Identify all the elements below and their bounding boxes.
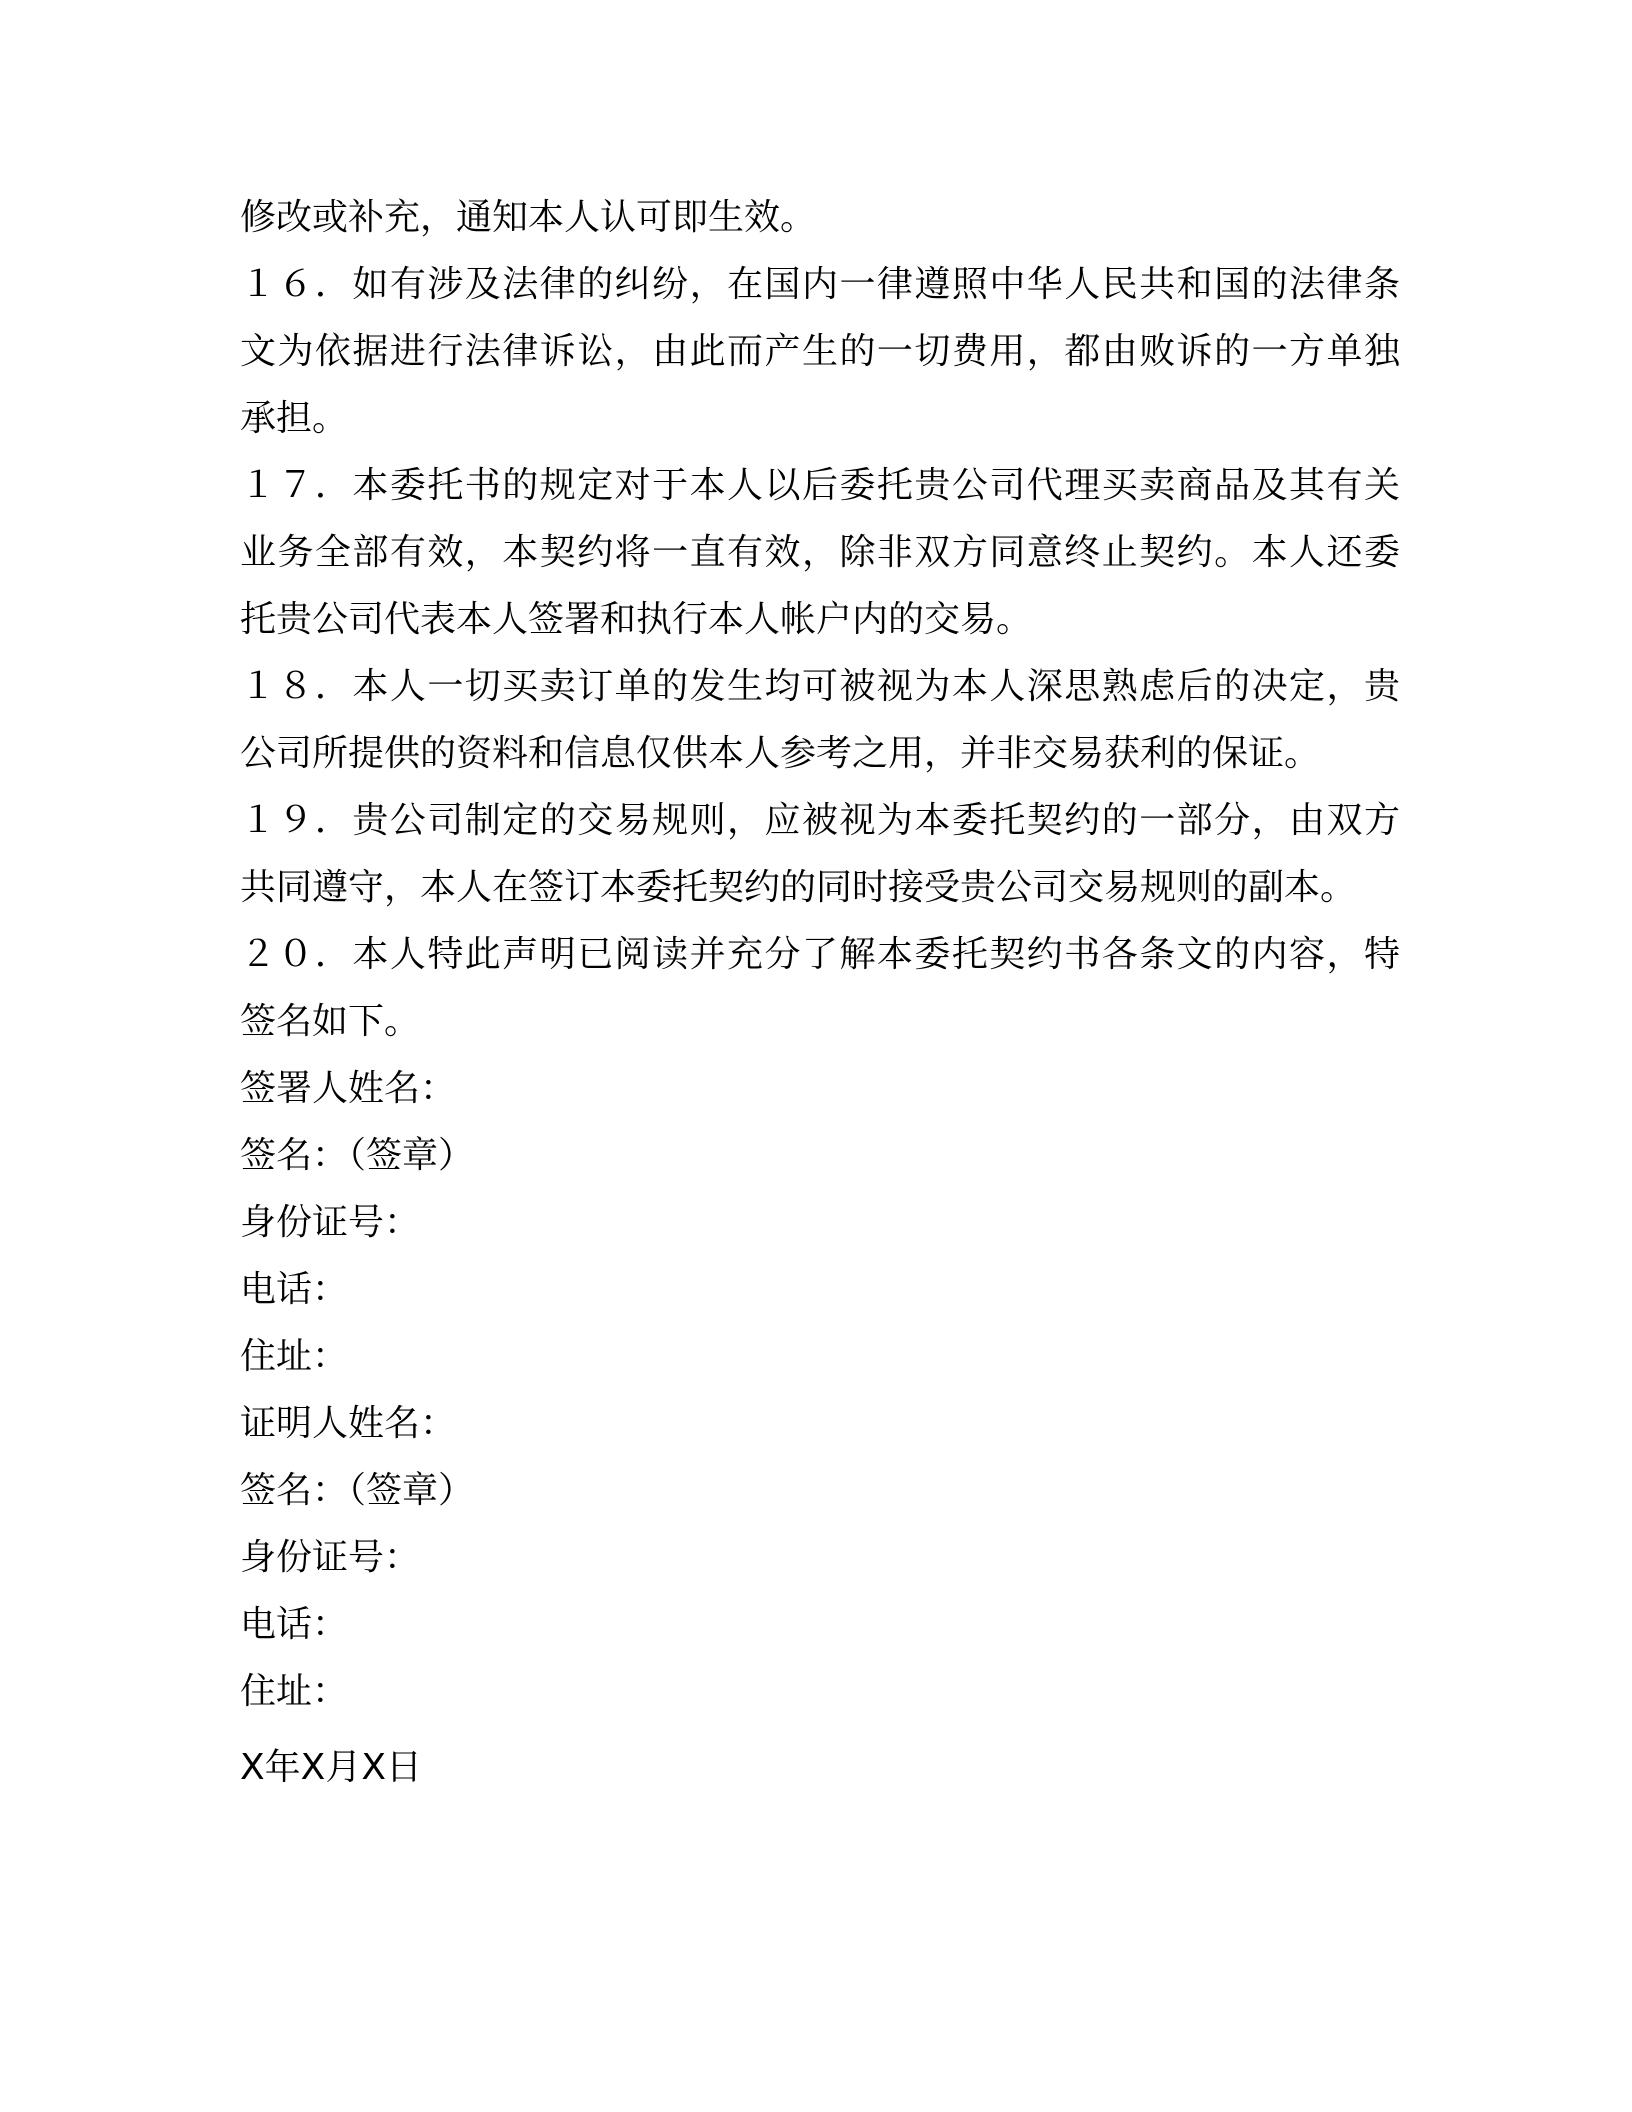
signer-name-field: 签署人姓名： — [240, 1068, 457, 1109]
clause-20-line: 签名如下。 — [240, 1001, 421, 1042]
witness-phone-field: 电话： — [240, 1604, 349, 1645]
witness-address-field: 住址： — [240, 1671, 349, 1712]
witness-signature-field: 签名：（签章） — [240, 1470, 475, 1511]
clause-17-line: 业务全部有效，本契约将一直有效，除非双方同意终止契约。本人还委 — [240, 532, 1400, 573]
signer-phone-field: 电话： — [240, 1269, 349, 1310]
witness-name-field: 证明人姓名： — [240, 1403, 457, 1444]
clause-17-line: １７．本委托书的规定对于本人以后委托贵公司代理买卖商品及其有关 — [240, 465, 1400, 506]
clause-19-line: 共同遵守，本人在签订本委托契约的同时接受贵公司交易规则的副本。 — [240, 867, 1357, 908]
paragraph-line: 修改或补充，通知本人认可即生效。 — [240, 197, 817, 238]
clause-19-line: １９．贵公司制定的交易规则，应被视为本委托契约的一部分，由双方 — [240, 800, 1400, 841]
clause-16-line: 文为依据进行法律诉讼，由此而产生的一切费用，都由败诉的一方单独 — [240, 331, 1400, 372]
clause-17-line: 托贵公司代表本人签署和执行本人帐户内的交易。 — [240, 599, 1033, 640]
signer-id-number-field: 身份证号： — [240, 1202, 421, 1243]
document-body — [240, 184, 1400, 1801]
clause-16-line: １６．如有涉及法律的纠纷，在国内一律遵照中华人民共和国的法律条 — [240, 264, 1400, 305]
signer-signature-field: 签名：（签章） — [240, 1135, 475, 1176]
clause-18-line: 公司所提供的资料和信息仅供本人参考之用，并非交易获利的保证。 — [240, 733, 1321, 774]
witness-id-number-field: 身份证号： — [240, 1537, 421, 1578]
clause-20-line: ２０．本人特此声明已阅读并充分了解本委托契约书各条文的内容，特 — [240, 934, 1400, 975]
signer-address-field: 住址： — [240, 1336, 349, 1377]
clause-16-line: 承担。 — [240, 398, 349, 439]
clause-18-line: １８．本人一切买卖订单的发生均可被视为本人深思熟虑后的决定，贵 — [240, 666, 1400, 707]
document-date: X年X月X日 — [240, 1747, 422, 1788]
